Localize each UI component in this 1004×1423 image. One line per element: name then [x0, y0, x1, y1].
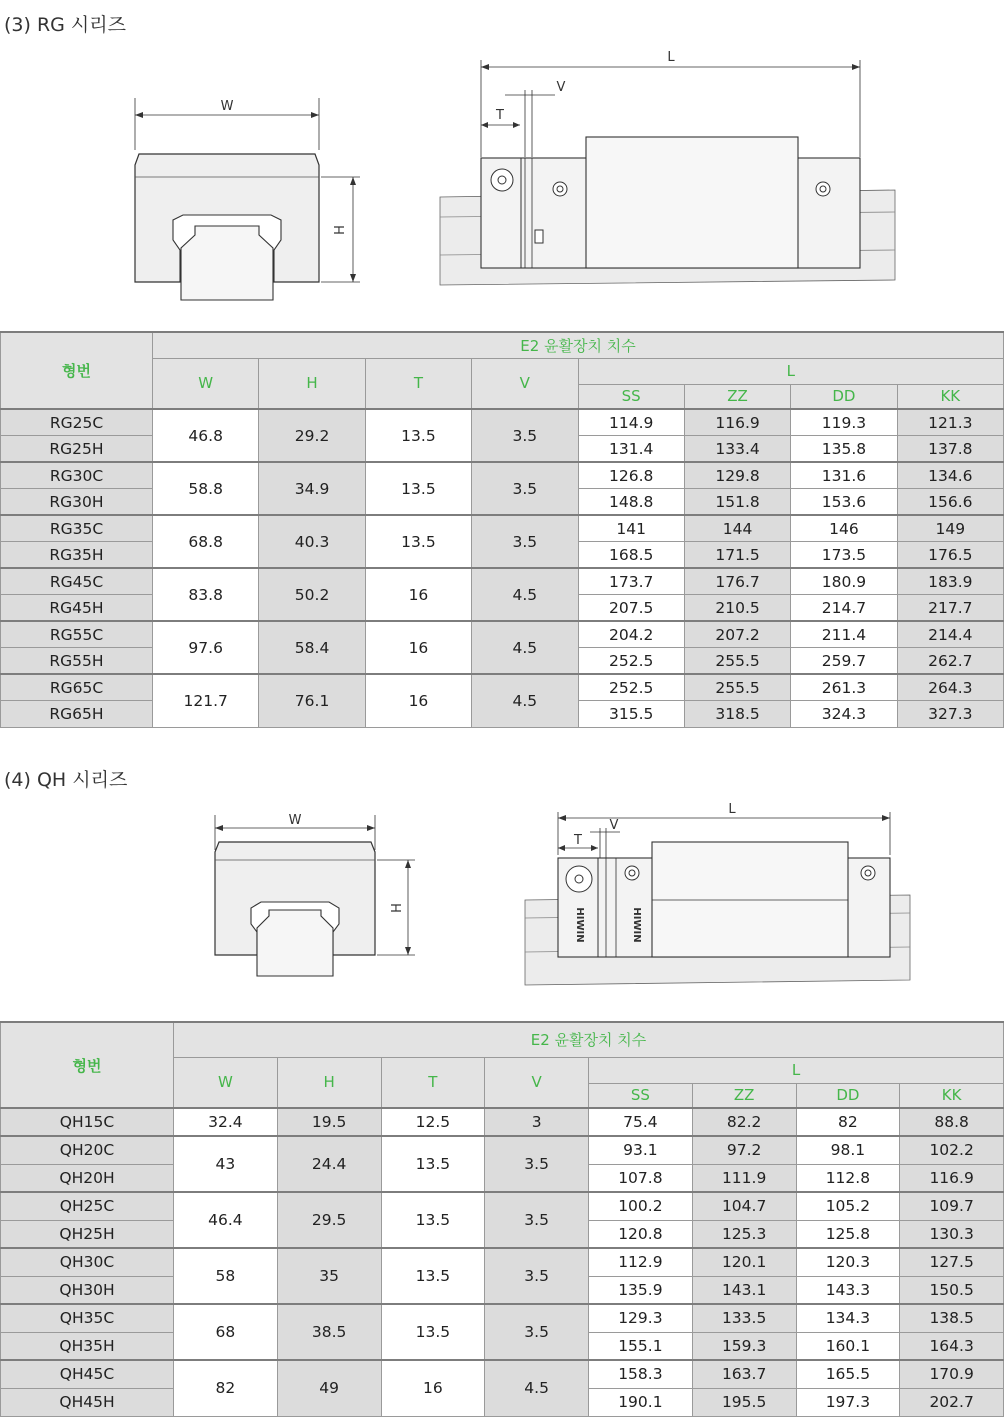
length-kk-cell: 156.6 — [897, 489, 1003, 516]
length-ss-cell: 129.3 — [589, 1304, 693, 1332]
model-cell: RG30H — [1, 489, 153, 516]
length-zz-cell: 159.3 — [692, 1332, 796, 1360]
length-zz-cell: 144 — [684, 515, 790, 542]
model-cell: QH25H — [1, 1220, 174, 1248]
length-kk-cell: 202.7 — [900, 1388, 1004, 1416]
column-header-h: H — [277, 1057, 381, 1108]
rg-dimensions-table — [0, 331, 1004, 728]
table-row — [1, 1108, 1004, 1136]
table-row — [1, 674, 1004, 701]
length-dd-cell: 143.3 — [796, 1276, 900, 1304]
length-dd-cell: 173.5 — [791, 542, 897, 569]
length-ss-cell: 135.9 — [589, 1276, 693, 1304]
dim-w-cell: 121.7 — [153, 674, 259, 727]
length-ss-cell: 148.8 — [578, 489, 684, 516]
qh-side-brand-label-2: HIWIN — [631, 907, 642, 943]
group-header: E2 윤활장치 치수 — [153, 332, 1004, 358]
column-header-l: L — [578, 358, 1004, 384]
length-ss-cell: 252.5 — [578, 674, 684, 701]
length-zz-cell: 82.2 — [692, 1108, 796, 1136]
dim-h-cell: 50.2 — [259, 568, 365, 621]
dim-t-cell: 12.5 — [381, 1108, 485, 1136]
length-kk-cell: 164.3 — [900, 1332, 1004, 1360]
qh-side-view-diagram — [520, 800, 915, 990]
length-ss-cell: 315.5 — [578, 701, 684, 728]
length-dd-cell: 197.3 — [796, 1388, 900, 1416]
length-dd-cell: 324.3 — [791, 701, 897, 728]
dim-w-cell: 32.4 — [174, 1108, 278, 1136]
length-zz-cell: 318.5 — [684, 701, 790, 728]
length-dd-cell: 120.3 — [796, 1248, 900, 1276]
qh-side-brand-label-1: HIWIN — [574, 907, 585, 943]
length-ss-cell: 155.1 — [589, 1332, 693, 1360]
length-ss-cell: 114.9 — [578, 409, 684, 436]
model-cell: RG35C — [1, 515, 153, 542]
length-ss-cell: 158.3 — [589, 1360, 693, 1388]
rg-front-h-label: H — [333, 225, 348, 235]
column-header-l: L — [589, 1057, 1004, 1083]
dim-v-cell: 3.5 — [485, 1136, 589, 1192]
subheader-ss: SS — [589, 1083, 693, 1108]
length-zz-cell: 97.2 — [692, 1136, 796, 1164]
dim-t-cell: 16 — [365, 674, 471, 727]
dim-w-cell: 82 — [174, 1360, 278, 1416]
dim-h-cell: 29.5 — [277, 1192, 381, 1248]
length-kk-cell: 170.9 — [900, 1360, 1004, 1388]
dim-t-cell: 13.5 — [365, 462, 471, 515]
length-dd-cell: 211.4 — [791, 621, 897, 648]
dim-h-cell: 38.5 — [277, 1304, 381, 1360]
model-cell: RG25H — [1, 436, 153, 463]
length-dd-cell: 259.7 — [791, 648, 897, 675]
length-zz-cell: 195.5 — [692, 1388, 796, 1416]
dim-w-cell: 46.8 — [153, 409, 259, 462]
length-ss-cell: 75.4 — [589, 1108, 693, 1136]
model-header: 형번 — [1, 332, 153, 409]
length-kk-cell: 130.3 — [900, 1220, 1004, 1248]
model-cell: RG45H — [1, 595, 153, 622]
length-kk-cell: 121.3 — [897, 409, 1003, 436]
length-dd-cell: 261.3 — [791, 674, 897, 701]
model-cell: QH35H — [1, 1332, 174, 1360]
dim-t-cell: 13.5 — [365, 515, 471, 568]
dim-v-cell: 4.5 — [485, 1360, 589, 1416]
length-zz-cell: 255.5 — [684, 674, 790, 701]
length-ss-cell: 190.1 — [589, 1388, 693, 1416]
table-row — [1, 1192, 1004, 1220]
qh-dimensions-table — [0, 1021, 1004, 1417]
length-kk-cell: 102.2 — [900, 1136, 1004, 1164]
table-row — [1, 568, 1004, 595]
column-header-h: H — [259, 358, 365, 409]
length-zz-cell: 207.2 — [684, 621, 790, 648]
length-ss-cell: 120.8 — [589, 1220, 693, 1248]
length-zz-cell: 111.9 — [692, 1164, 796, 1192]
subheader-ss: SS — [578, 384, 684, 409]
column-header-w: W — [153, 358, 259, 409]
length-ss-cell: 131.4 — [578, 436, 684, 463]
table-row — [1, 515, 1004, 542]
dim-h-cell: 49 — [277, 1360, 381, 1416]
dim-t-cell: 13.5 — [381, 1192, 485, 1248]
model-cell: QH45C — [1, 1360, 174, 1388]
dim-v-cell: 4.5 — [472, 674, 578, 727]
column-header-v: V — [472, 358, 578, 409]
dim-t-cell: 16 — [365, 621, 471, 674]
model-cell: QH25C — [1, 1192, 174, 1220]
dim-h-cell: 19.5 — [277, 1108, 381, 1136]
model-cell: RG35H — [1, 542, 153, 569]
length-ss-cell: 112.9 — [589, 1248, 693, 1276]
length-zz-cell: 210.5 — [684, 595, 790, 622]
dim-h-cell: 35 — [277, 1248, 381, 1304]
rg-section-title: (3) RG 시리즈 — [4, 14, 126, 36]
length-ss-cell: 107.8 — [589, 1164, 693, 1192]
column-header-w: W — [174, 1057, 278, 1108]
length-kk-cell: 217.7 — [897, 595, 1003, 622]
column-header-t: T — [365, 358, 471, 409]
model-cell: QH30C — [1, 1248, 174, 1276]
table-row — [1, 1360, 1004, 1388]
length-ss-cell: 204.2 — [578, 621, 684, 648]
length-dd-cell: 82 — [796, 1108, 900, 1136]
dim-t-cell: 13.5 — [365, 409, 471, 462]
length-kk-cell: 262.7 — [897, 648, 1003, 675]
dim-h-cell: 58.4 — [259, 621, 365, 674]
length-kk-cell: 88.8 — [900, 1108, 1004, 1136]
length-kk-cell: 327.3 — [897, 701, 1003, 728]
model-cell: RG25C — [1, 409, 153, 436]
length-zz-cell: 133.4 — [684, 436, 790, 463]
table-row — [1, 1248, 1004, 1276]
dim-v-cell: 3.5 — [485, 1304, 589, 1360]
rg-side-l-label: L — [667, 50, 675, 65]
length-ss-cell: 207.5 — [578, 595, 684, 622]
length-kk-cell: 109.7 — [900, 1192, 1004, 1220]
length-kk-cell: 264.3 — [897, 674, 1003, 701]
rg-side-view-diagram — [435, 45, 900, 300]
column-header-v: V — [485, 1057, 589, 1108]
dim-t-cell: 16 — [381, 1360, 485, 1416]
model-cell: QH45H — [1, 1388, 174, 1416]
dim-h-cell: 40.3 — [259, 515, 365, 568]
length-kk-cell: 214.4 — [897, 621, 1003, 648]
dim-h-cell: 29.2 — [259, 409, 365, 462]
subheader-dd: DD — [796, 1083, 900, 1108]
length-zz-cell: 116.9 — [684, 409, 790, 436]
dim-v-cell: 3.5 — [485, 1192, 589, 1248]
length-zz-cell: 255.5 — [684, 648, 790, 675]
group-header: E2 윤활장치 치수 — [174, 1022, 1004, 1057]
length-dd-cell: 135.8 — [791, 436, 897, 463]
dim-t-cell: 13.5 — [381, 1304, 485, 1360]
length-kk-cell: 149 — [897, 515, 1003, 542]
model-cell: RG65H — [1, 701, 153, 728]
length-dd-cell: 131.6 — [791, 462, 897, 489]
table-row — [1, 621, 1004, 648]
dim-v-cell: 4.5 — [472, 621, 578, 674]
dim-t-cell: 13.5 — [381, 1248, 485, 1304]
model-cell: RG65C — [1, 674, 153, 701]
length-zz-cell: 151.8 — [684, 489, 790, 516]
dim-t-cell: 16 — [365, 568, 471, 621]
dim-w-cell: 97.6 — [153, 621, 259, 674]
length-ss-cell: 141 — [578, 515, 684, 542]
dim-w-cell: 46.4 — [174, 1192, 278, 1248]
length-dd-cell: 105.2 — [796, 1192, 900, 1220]
dim-v-cell: 3.5 — [472, 515, 578, 568]
column-header-t: T — [381, 1057, 485, 1108]
length-dd-cell: 165.5 — [796, 1360, 900, 1388]
length-dd-cell: 134.3 — [796, 1304, 900, 1332]
length-zz-cell: 176.7 — [684, 568, 790, 595]
length-kk-cell: 127.5 — [900, 1248, 1004, 1276]
dim-t-cell: 13.5 — [381, 1136, 485, 1192]
subheader-dd: DD — [791, 384, 897, 409]
length-kk-cell: 137.8 — [897, 436, 1003, 463]
rg-side-v-label: V — [556, 80, 566, 95]
dim-v-cell: 3.5 — [485, 1248, 589, 1304]
length-dd-cell: 119.3 — [791, 409, 897, 436]
table-row — [1, 1304, 1004, 1332]
length-kk-cell: 150.5 — [900, 1276, 1004, 1304]
subheader-kk: KK — [897, 384, 1003, 409]
dim-v-cell: 3.5 — [472, 409, 578, 462]
model-cell: RG45C — [1, 568, 153, 595]
length-zz-cell: 163.7 — [692, 1360, 796, 1388]
model-cell: RG55H — [1, 648, 153, 675]
length-dd-cell: 125.8 — [796, 1220, 900, 1248]
rg-front-view-diagram — [125, 90, 365, 305]
model-cell: RG55C — [1, 621, 153, 648]
model-cell: QH20H — [1, 1164, 174, 1192]
qh-section-title: (4) QH 시리즈 — [4, 769, 128, 791]
model-cell: QH20C — [1, 1136, 174, 1164]
table-row — [1, 409, 1004, 436]
dim-h-cell: 34.9 — [259, 462, 365, 515]
length-ss-cell: 168.5 — [578, 542, 684, 569]
dim-v-cell: 3 — [485, 1108, 589, 1136]
qh-side-v-label: V — [609, 818, 619, 833]
length-kk-cell: 116.9 — [900, 1164, 1004, 1192]
table-row — [1, 1136, 1004, 1164]
length-dd-cell: 214.7 — [791, 595, 897, 622]
model-cell: QH30H — [1, 1276, 174, 1304]
length-zz-cell: 129.8 — [684, 462, 790, 489]
dim-w-cell: 83.8 — [153, 568, 259, 621]
dim-w-cell: 68 — [174, 1304, 278, 1360]
rg-front-w-label: W — [220, 99, 234, 114]
rg-side-t-label: T — [496, 108, 504, 123]
length-dd-cell: 112.8 — [796, 1164, 900, 1192]
dim-v-cell: 3.5 — [472, 462, 578, 515]
length-ss-cell: 252.5 — [578, 648, 684, 675]
length-ss-cell: 173.7 — [578, 568, 684, 595]
length-dd-cell: 153.6 — [791, 489, 897, 516]
length-zz-cell: 125.3 — [692, 1220, 796, 1248]
model-cell: QH15C — [1, 1108, 174, 1136]
length-kk-cell: 176.5 — [897, 542, 1003, 569]
dim-h-cell: 24.4 — [277, 1136, 381, 1192]
length-zz-cell: 104.7 — [692, 1192, 796, 1220]
dim-v-cell: 4.5 — [472, 568, 578, 621]
model-header: 형번 — [1, 1022, 174, 1108]
length-dd-cell: 146 — [791, 515, 897, 542]
length-dd-cell: 180.9 — [791, 568, 897, 595]
length-ss-cell: 100.2 — [589, 1192, 693, 1220]
dim-h-cell: 76.1 — [259, 674, 365, 727]
model-cell: RG30C — [1, 462, 153, 489]
length-zz-cell: 133.5 — [692, 1304, 796, 1332]
length-kk-cell: 134.6 — [897, 462, 1003, 489]
length-zz-cell: 120.1 — [692, 1248, 796, 1276]
length-dd-cell: 160.1 — [796, 1332, 900, 1360]
length-ss-cell: 126.8 — [578, 462, 684, 489]
qh-front-view-diagram — [205, 810, 425, 985]
dim-w-cell: 68.8 — [153, 515, 259, 568]
dim-w-cell: 58 — [174, 1248, 278, 1304]
subheader-kk: KK — [900, 1083, 1004, 1108]
length-ss-cell: 93.1 — [589, 1136, 693, 1164]
qh-side-t-label: T — [574, 833, 582, 848]
length-zz-cell: 171.5 — [684, 542, 790, 569]
length-dd-cell: 98.1 — [796, 1136, 900, 1164]
subheader-zz: ZZ — [692, 1083, 796, 1108]
qh-front-h-label: H — [390, 903, 405, 913]
length-kk-cell: 138.5 — [900, 1304, 1004, 1332]
model-cell: QH35C — [1, 1304, 174, 1332]
dim-w-cell: 43 — [174, 1136, 278, 1192]
qh-front-w-label: W — [288, 813, 302, 828]
dim-w-cell: 58.8 — [153, 462, 259, 515]
length-kk-cell: 183.9 — [897, 568, 1003, 595]
subheader-zz: ZZ — [684, 384, 790, 409]
length-zz-cell: 143.1 — [692, 1276, 796, 1304]
qh-side-l-label: L — [728, 802, 736, 817]
table-row — [1, 462, 1004, 489]
